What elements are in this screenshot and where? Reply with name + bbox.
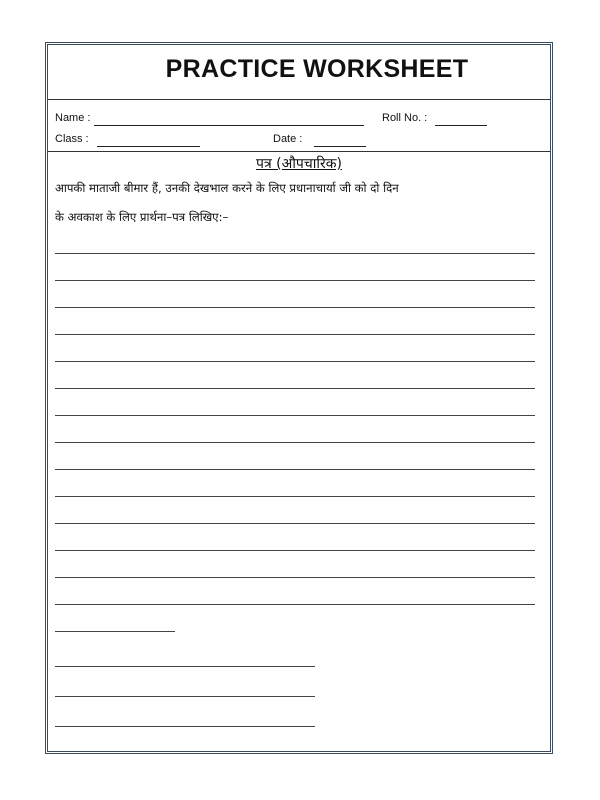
roll-no-field[interactable] <box>435 125 487 126</box>
worksheet-frame <box>45 42 553 754</box>
closing-line[interactable] <box>55 666 315 667</box>
page-title: PRACTICE WORKSHEET <box>165 55 469 83</box>
date-field[interactable] <box>314 146 366 147</box>
writing-line[interactable] <box>55 469 535 470</box>
writing-line[interactable] <box>55 280 535 281</box>
class-label: Class : <box>55 133 89 145</box>
writing-line[interactable] <box>55 442 535 443</box>
name-field[interactable] <box>94 125 364 126</box>
writing-line[interactable] <box>55 307 535 308</box>
name-label: Name : <box>55 112 91 124</box>
closing-line[interactable] <box>55 726 315 727</box>
closing-line[interactable] <box>55 696 315 697</box>
writing-line[interactable] <box>55 361 535 362</box>
closing-line[interactable] <box>55 631 175 632</box>
roll-no-label: Roll No. : <box>382 112 428 124</box>
writing-line[interactable] <box>55 496 535 497</box>
writing-line[interactable] <box>55 253 535 254</box>
section-heading <box>48 154 550 173</box>
writing-line[interactable] <box>55 577 535 578</box>
section-heading-text: पत्र (औपचारिक) <box>256 156 342 172</box>
writing-line[interactable] <box>55 334 535 335</box>
title-divider <box>48 99 550 100</box>
writing-line[interactable] <box>55 550 535 551</box>
date-label: Date : <box>273 133 303 145</box>
class-field[interactable] <box>97 146 200 147</box>
instruction-line-1: आपकी माताजी बीमार हैं, उनकी देखभाल करने के लिए प्रधानाचार्या जी को दो दिन <box>55 181 399 195</box>
instruction-line-2: के अवकाश के लिए प्रार्थना–पत्र लिखिए:– <box>55 210 229 224</box>
header-divider <box>48 151 550 152</box>
writing-line[interactable] <box>55 415 535 416</box>
writing-line[interactable] <box>55 604 535 605</box>
writing-line[interactable] <box>55 388 535 389</box>
writing-line[interactable] <box>55 523 535 524</box>
